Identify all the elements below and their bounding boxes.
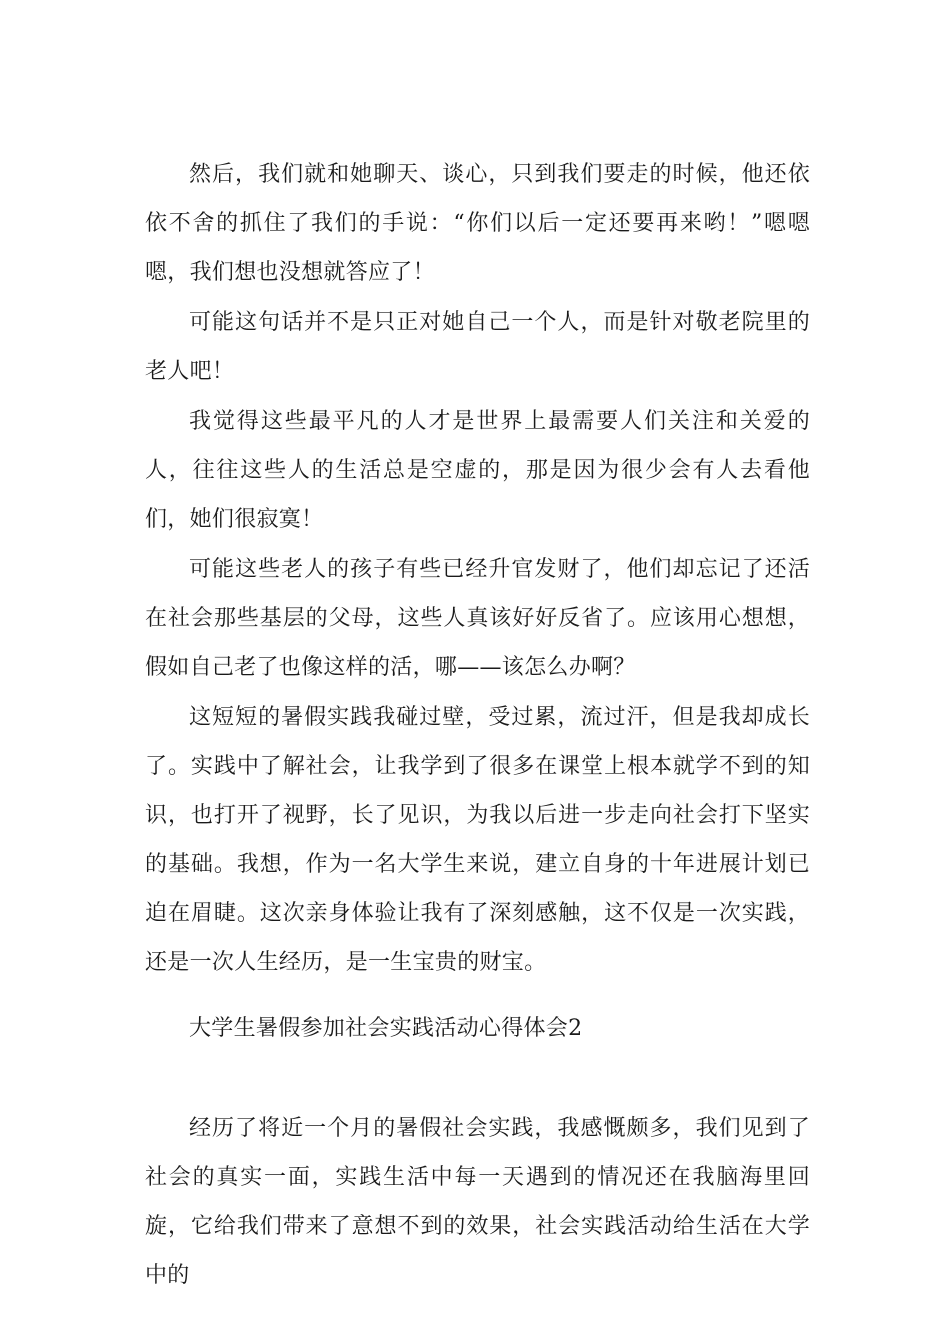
paragraph-2: 可能这句话并不是只正对她自己一个人，而是针对敬老院里的老人吧！ bbox=[145, 310, 810, 384]
paragraph-1: 然后，我们就和她聊天、谈心，只到我们要走的时候，他还依依不舍的抓住了我们的手说：“你们以后一定还要再来哟！”嗯嗯嗯，我们想也没想就答应了！ bbox=[145, 162, 810, 285]
paragraph-3: 我觉得这些最平凡的人才是世界上最需要人们关注和关爱的人，往往这些人的生活总是空虚的，那是因为很少会有人去看他们，她们很寂寞！ bbox=[145, 409, 810, 532]
paragraph-4: 可能这些老人的孩子有些已经升官发财了，他们却忘记了还活在社会那些基层的父母，这些人真该好好反省了。应该用心想想，假如自己老了也像这样的活，哪——该怎么办啊？ bbox=[145, 557, 810, 680]
section-paragraph-1: 经历了将近一个月的暑假社会实践，我感慨颇多，我们见到了社会的真实一面，实践生活中每一天遇到的情况还在我脑海里回旋，它给我们带来了意想不到的效果，社会实践活动给生活在大学中的 bbox=[145, 1116, 810, 1288]
section-heading: 大学生暑假参加社会实践活动心得体会2 bbox=[189, 1016, 583, 1041]
paragraph-5: 这短短的暑假实践我碰过壁，受过累，流过汗，但是我却成长了。实践中了解社会，让我学到了很多在课堂上根本就学不到的知识，也打开了视野，长了见识，为我以后进一步走向社会打下坚实的基础。我想，作为一名大学生来说，建立自身的十年进展计划已迫在眉睫。这次亲身体验让我有了深刻感触，这不仅是一次实践，还是一次人生经历，是一生宝贵的财宝。 bbox=[145, 705, 810, 975]
